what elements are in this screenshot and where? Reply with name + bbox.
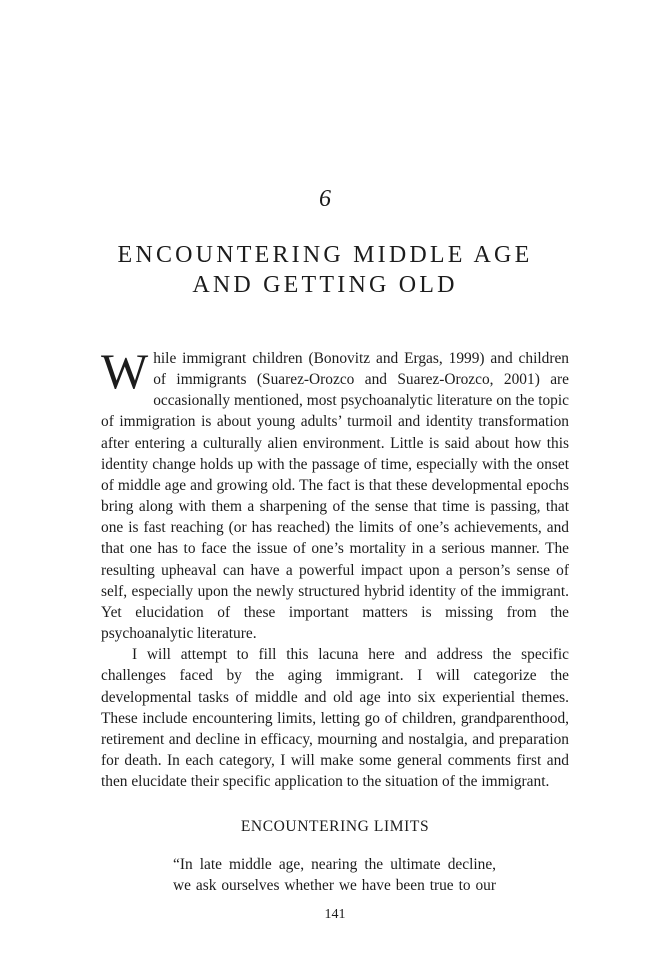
epigraph-line-2: we ask ourselves whether we have been true to our (173, 877, 496, 895)
epigraph-quote (173, 854, 496, 897)
drop-cap: W (101, 343, 149, 399)
epigraph-line-1: “In late middle age, nearing the ultimate decline, (173, 856, 496, 873)
chapter-title-line-1: ENCOUNTERING MIDDLE AGE (117, 242, 533, 268)
paragraph-1-text: hile immigrant children (Bonovitz and Ergas, 1999) and children of immigrants (Suarez-Orozco and Suarez-Orozco, 2001) are occasionally mentioned, most psychoanalytic literature on the topic of immigration is about young adults’ turmoil and identity transformation after entering a culturally alien environment. Little is said about how this identity change holds up with the passage of time, especially with the onset of middle age and growing old. The fact is that these developmental epochs bring along with them a sharpening of the sense that time is passing, that one is fast reaching (or has reached) the limits of one’s achievements, and that one has to face the issue of one’s mortality in a serious manner. The resulting upheaval can have a powerful impact upon a person’s sense of self, especially upon the newly structured hybrid identity of the immigrant. Yet elucidation of these important matters is missing from the psychoanalytic literature. (101, 350, 569, 643)
paragraph-1 (101, 343, 569, 644)
page-number: 141 (324, 907, 346, 922)
chapter-title (0, 240, 650, 300)
chapter-title-line-2: AND GETTING OLD (192, 272, 458, 298)
body-text (101, 343, 569, 792)
paragraph-2: I will attempt to fill this lacuna here and address the specific challenges faced by the aging immigrant. I will categorize the developmental tasks of middle and old age into six experiential themes. These include encountering limits, letting go of children, grandparenthood, retirement and decline in efficacy, mourning and nostalgia, and preparation for death. In each category, I will make some general comments first and then elucidate their specific application to the situation of the immigrant. (101, 646, 569, 791)
section-heading: ENCOUNTERING LIMITS (240, 818, 430, 835)
chapter-number: 6 (319, 186, 331, 212)
